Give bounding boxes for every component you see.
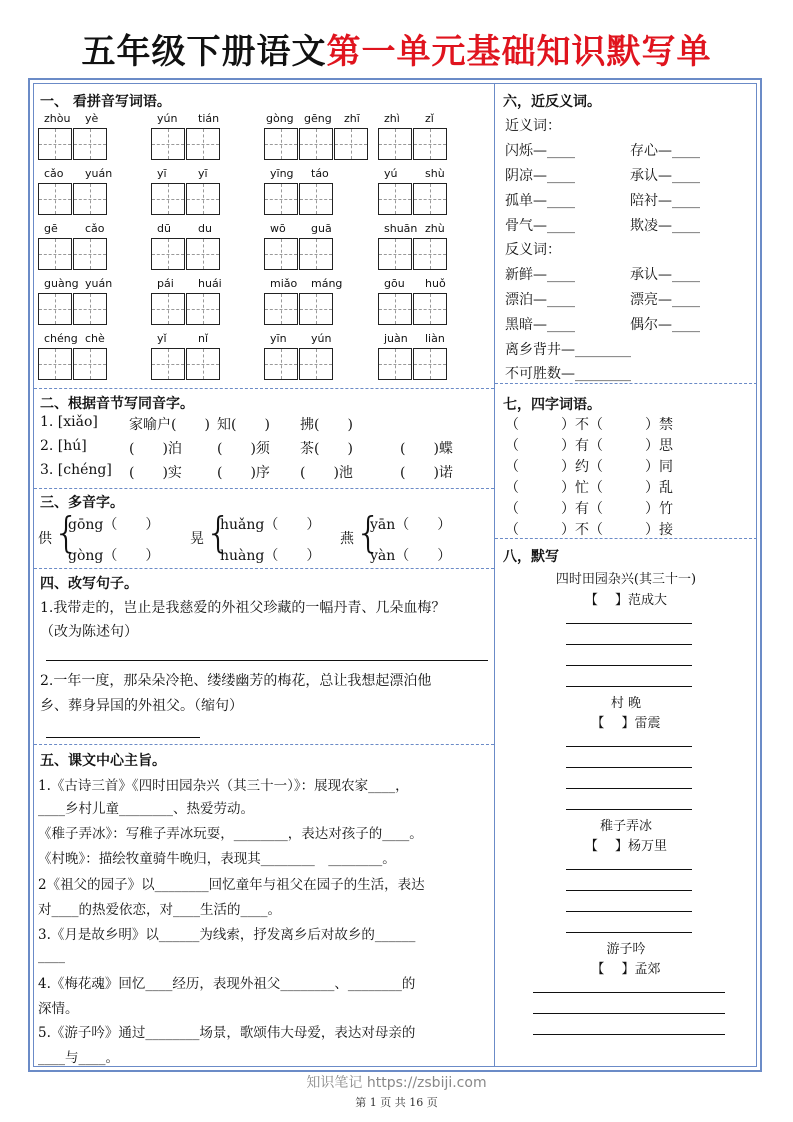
idiom-blank[interactable]: （ ）不（ ）接: [505, 522, 673, 538]
synonym-label: 近义词：: [505, 118, 561, 134]
writing-box[interactable]: [73, 183, 107, 215]
antonym-label: 反义词：: [505, 242, 561, 258]
poem-title: 四时田园杂兴(其三十一): [555, 572, 697, 587]
poem-author: 【 】孟郊: [591, 962, 661, 977]
pinyin: liàn: [425, 332, 445, 345]
writing-box[interactable]: [151, 238, 185, 270]
synonym-item[interactable]: 承认—____: [630, 168, 700, 184]
antonym-item[interactable]: 新鲜—____: [505, 267, 575, 283]
writing-box[interactable]: [38, 293, 72, 325]
homophone-blank[interactable]: ( )实: [129, 465, 182, 481]
extra-item: 离乡背井—________: [505, 342, 631, 358]
syllable-label: 3. [chéng]: [40, 462, 112, 478]
antonym-item[interactable]: 偶尔—____: [630, 317, 700, 333]
section-5-heading: 五、课文中心主旨。: [40, 753, 166, 769]
pinyin: zhòu: [44, 112, 71, 125]
pinyin: pái: [157, 277, 174, 290]
polyphone-char: 晃: [190, 531, 204, 547]
watermark: 知识笔记 https://zsbiji.com: [306, 1075, 487, 1091]
theme-line: 2《祖父的园子》以________回忆童年与祖父在园子的生活，表达: [38, 877, 425, 893]
section-8-heading: 八，默写: [503, 549, 559, 565]
theme-line: 《稚子弄冰》：写稚子弄冰玩耍，________，表达对孩子的____。: [38, 826, 423, 842]
pinyin: cǎo: [85, 222, 105, 235]
title-red: 第一单元基础知识默写单: [326, 32, 712, 72]
theme-line: ____乡村儿童________、热爱劳动。: [38, 801, 254, 817]
rewrite-q1: 1.我带走的，岂止是我慈爱的外祖父珍藏的一幅丹青、几朵血梅？: [40, 600, 446, 616]
antonym-item[interactable]: 漂泊—____: [505, 292, 575, 308]
dictation-line[interactable]: [533, 1034, 725, 1035]
pinyin: gòng: [266, 112, 294, 125]
pinyin: gōu: [384, 277, 405, 290]
homophone-blank[interactable]: ( )序: [217, 465, 270, 481]
divider: [495, 383, 757, 384]
pinyin: zhī: [344, 112, 360, 125]
poem-title: 稚子弄冰: [599, 819, 652, 834]
pinyin: yú: [384, 167, 398, 180]
dictation-line[interactable]: [533, 1013, 725, 1014]
poem-author: 【 】杨万里: [584, 839, 668, 854]
brace: {: [205, 508, 232, 557]
writing-box[interactable]: [186, 238, 220, 270]
divider: [34, 388, 494, 389]
writing-box[interactable]: [299, 128, 333, 160]
divider: [34, 568, 494, 569]
synonym-item[interactable]: 骨气—____: [505, 218, 575, 234]
writing-box[interactable]: [151, 293, 185, 325]
idiom-blank[interactable]: （ ）约（ ）同: [505, 459, 673, 475]
theme-line: 3.《月是故乡明》以______为线索，抒发离乡后对故乡的______: [38, 927, 416, 943]
theme-line: 深情。: [38, 1001, 79, 1017]
writing-box[interactable]: [299, 348, 333, 380]
writing-box[interactable]: [413, 293, 447, 325]
section-1-heading: 一、 看拼音写词语。: [40, 94, 171, 110]
pinyin: wō: [270, 222, 286, 235]
dictation-line[interactable]: [566, 746, 692, 747]
dictation-line[interactable]: [566, 788, 692, 789]
antonym-item[interactable]: 承认—____: [630, 267, 700, 283]
homophone-blank[interactable]: ( )须: [217, 441, 270, 457]
theme-line: 4.《梅花魂》回忆____经历，表现外祖父________、________的: [38, 976, 416, 992]
section-4-heading: 四、改写句子。: [40, 576, 138, 592]
pinyin: máng: [311, 277, 343, 290]
extra-item: 不可胜数—________: [505, 366, 631, 382]
pinyin: huǒ: [425, 277, 446, 290]
polyphone-reading[interactable]: yàn（ ）: [370, 548, 452, 564]
writing-box[interactable]: [413, 128, 447, 160]
writing-box[interactable]: [186, 293, 220, 325]
dictation-line[interactable]: [566, 890, 692, 891]
page-title: [0, 24, 793, 73]
homophone-blank[interactable]: 拂( ): [300, 417, 353, 433]
pinyin: zǐ: [425, 112, 434, 125]
pinyin: chè: [85, 332, 105, 345]
writing-box[interactable]: [264, 183, 298, 215]
homophone-blank[interactable]: 茶( ): [300, 441, 353, 457]
synonym-item[interactable]: 闪烁—____: [505, 143, 575, 159]
homophone-blank[interactable]: ( )诺: [400, 465, 453, 481]
syllable-label: 2. [hú]: [40, 438, 87, 454]
synonym-item[interactable]: 欺凌—____: [630, 218, 700, 234]
writing-box[interactable]: [413, 183, 447, 215]
pinyin: du: [198, 222, 212, 235]
homophone-blank[interactable]: ( )蝶: [400, 441, 453, 457]
homophone-blank[interactable]: 家喻户( ): [129, 417, 210, 433]
pinyin: juàn: [384, 332, 408, 345]
writing-box[interactable]: [378, 293, 412, 325]
pinyin: shuān: [384, 222, 418, 235]
theme-line: 《村晚》：描绘牧童骑牛晚归，表现其________ ________。: [38, 851, 396, 867]
homophone-blank[interactable]: ( )池: [300, 465, 353, 481]
pinyin: yún: [157, 112, 178, 125]
pinyin: yī: [157, 167, 167, 180]
pinyin: tián: [198, 112, 220, 125]
page-footer: 第 1 页 共 16 页: [355, 1096, 438, 1109]
poem-author: 【 】范成大: [584, 593, 668, 608]
pinyin: dū: [157, 222, 171, 235]
theme-line: ____: [38, 948, 65, 964]
rewrite-q2-note: 乡、葬身异国的外祖父。（缩句）: [40, 698, 243, 714]
pinyin: yuán: [85, 277, 113, 290]
dictation-line[interactable]: [566, 869, 692, 870]
synonym-item[interactable]: 存心—____: [630, 143, 700, 159]
polyphone-char: 燕: [340, 531, 354, 547]
section-6-heading: 六，近反义词。: [503, 94, 601, 110]
theme-line: 对____的热爱依恋，对____生活的____。: [38, 902, 281, 918]
pinyin: yīng: [270, 167, 294, 180]
pinyin: huái: [198, 277, 222, 290]
pinyin: yǐ: [157, 332, 167, 345]
writing-box[interactable]: [378, 183, 412, 215]
polyphone-char: 供: [38, 531, 52, 547]
writing-box[interactable]: [73, 293, 107, 325]
dictation-line[interactable]: [566, 644, 692, 645]
section-7-heading: 七，四字词语。: [503, 397, 601, 413]
dictation-line[interactable]: [566, 911, 692, 912]
writing-box[interactable]: [378, 238, 412, 270]
pinyin: miǎo: [270, 277, 298, 290]
dictation-line[interactable]: [566, 665, 692, 666]
pinyin: guàng: [44, 277, 79, 290]
pinyin: yún: [311, 332, 332, 345]
pinyin: gē: [44, 222, 58, 235]
title-black: 五年级下册语文: [81, 32, 327, 72]
writing-box[interactable]: [264, 348, 298, 380]
writing-box[interactable]: [334, 128, 368, 160]
writing-box[interactable]: [38, 128, 72, 160]
writing-box[interactable]: [264, 238, 298, 270]
dictation-line[interactable]: [566, 686, 692, 687]
synonym-item[interactable]: 阴凉—____: [505, 168, 575, 184]
polyphone-reading[interactable]: huǎng（ ）: [220, 517, 321, 533]
writing-box[interactable]: [73, 128, 107, 160]
theme-line: ____与____。: [38, 1050, 119, 1066]
answer-line[interactable]: [46, 737, 200, 738]
synonym-item[interactable]: 孤单—____: [505, 193, 575, 209]
homophone-blank[interactable]: ( )泊: [129, 441, 182, 457]
syllable-label: 1. [xiǎo]: [40, 414, 98, 430]
dictation-line[interactable]: [566, 932, 692, 933]
writing-box[interactable]: [186, 128, 220, 160]
writing-box[interactable]: [299, 183, 333, 215]
pinyin: yè: [85, 112, 99, 125]
writing-box[interactable]: [264, 128, 298, 160]
idiom-blank[interactable]: （ ）忙（ ）乱: [505, 480, 673, 496]
polyphone-reading[interactable]: gòng（ ）: [68, 548, 160, 564]
writing-box[interactable]: [413, 348, 447, 380]
writing-box[interactable]: [264, 293, 298, 325]
synonym-item[interactable]: 陪衬—____: [630, 193, 700, 209]
poem-author: 【 】雷震: [591, 716, 661, 731]
dictation-line[interactable]: [533, 992, 725, 993]
section-2-heading: 二、根据音节写同音字。: [40, 396, 194, 412]
writing-box[interactable]: [151, 348, 185, 380]
writing-box[interactable]: [413, 238, 447, 270]
homophone-blank[interactable]: 知( ): [217, 417, 270, 433]
idiom-blank[interactable]: （ ）有（ ）竹: [505, 501, 673, 517]
writing-box[interactable]: [299, 293, 333, 325]
divider: [34, 744, 494, 745]
writing-box[interactable]: [73, 238, 107, 270]
writing-box[interactable]: [186, 348, 220, 380]
pinyin: shù: [425, 167, 445, 180]
writing-box[interactable]: [38, 183, 72, 215]
writing-box[interactable]: [299, 238, 333, 270]
writing-box[interactable]: [151, 183, 185, 215]
dictation-line[interactable]: [566, 767, 692, 768]
polyphone-reading[interactable]: yān（ ）: [370, 517, 452, 533]
writing-box[interactable]: [186, 183, 220, 215]
brace: {: [355, 508, 382, 557]
pinyin: cǎo: [44, 167, 64, 180]
theme-line: 5.《游子吟》通过________场景，歌颂伟大母爱，表达对母亲的: [38, 1025, 416, 1041]
divider: [34, 488, 494, 489]
antonym-item[interactable]: 黑暗—____: [505, 317, 575, 333]
answer-line[interactable]: [46, 660, 488, 661]
pinyin: zhì: [384, 112, 400, 125]
writing-box[interactable]: [38, 348, 72, 380]
writing-box[interactable]: [151, 128, 185, 160]
pinyin: yīn: [270, 332, 287, 345]
writing-box[interactable]: [378, 128, 412, 160]
pinyin: táo: [311, 167, 329, 180]
dictation-line[interactable]: [566, 809, 692, 810]
rewrite-q2: 2.一年一度，那朵朵冷艳、缕缕幽芳的梅花，总让我想起漂泊他: [40, 673, 432, 689]
pinyin: guā: [311, 222, 332, 235]
pinyin: nǐ: [198, 332, 209, 345]
polyphone-reading[interactable]: huàng（ ）: [220, 548, 321, 564]
writing-box[interactable]: [73, 348, 107, 380]
pinyin: yuán: [85, 167, 113, 180]
pinyin: zhù: [425, 222, 445, 235]
idiom-blank[interactable]: （ ）有（ ）思: [505, 438, 673, 454]
poem-title: 游子吟: [606, 942, 646, 957]
rewrite-q1-note: （改为陈述句）: [40, 624, 138, 640]
idiom-blank[interactable]: （ ）不（ ）禁: [505, 417, 673, 433]
antonym-item[interactable]: 漂亮—____: [630, 292, 700, 308]
theme-line: 1.《古诗三首》《四时田园杂兴（其三十一）》：展现农家____，: [38, 778, 409, 794]
brace: {: [53, 508, 80, 557]
dictation-line[interactable]: [566, 623, 692, 624]
writing-box[interactable]: [38, 238, 72, 270]
section-3-heading: 三、多音字。: [40, 495, 124, 511]
poem-title: 村 晚: [610, 696, 642, 711]
pinyin: chéng: [44, 332, 78, 345]
pinyin: yī: [198, 167, 208, 180]
polyphone-reading[interactable]: gōng（ ）: [68, 517, 160, 533]
writing-box[interactable]: [378, 348, 412, 380]
pinyin: gēng: [304, 112, 332, 125]
